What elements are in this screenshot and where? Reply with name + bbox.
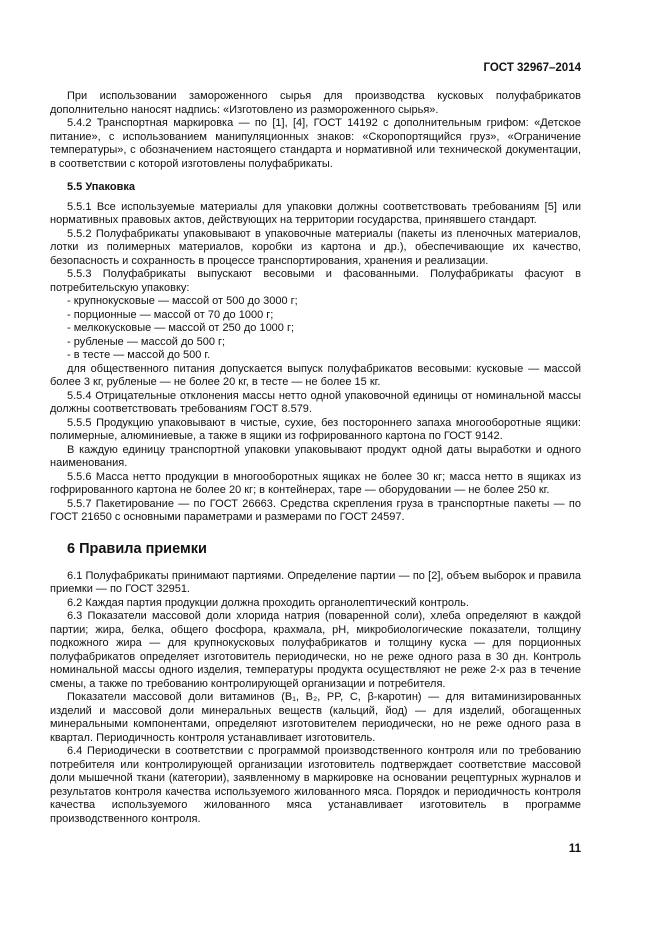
paragraph-6-3-vitamins: Показатели массовой доли витаминов (B₁, B₂, PP, C, β-каротин) — для витаминизированных изделий и массовой доли минеральных веществ (кальций, йод) — для изделий, обогащенных минеральными компонентами, определяют изготовителем периодически, но не реже одного раза в квартал. Периодичность контроля устанавливает изготовитель. — [50, 691, 581, 744]
page-content — [50, 62, 581, 826]
paragraph-5-5-5-transport-unit: В каждую единицу транспортной упаковки упаковывают продукт одной даты выработки и одного наименования. — [50, 443, 581, 469]
heading-6-acceptance-rules: 6 Правила приемки — [67, 540, 207, 557]
paragraph-5-5-1: 5.5.1 Все используемые материалы для упаковки должны соответствовать требованиям [5] или нормативных правовых актов, действующих на территории государства, принявшего стандарт. — [50, 200, 581, 226]
paragraph-5-5-7: 5.5.7 Пакетирование — по ГОСТ 26663. Средства скрепления груза в транспортные пакеты — по ГОСТ 21650 с основными параметрами и размерами по ГОСТ 24597. — [50, 497, 581, 523]
paragraph-5-5-6: 5.5.6 Масса нетто продукции в многооборотных ящиках не более 30 кг; масса нетто в ящиках из гофрированного картона не более 20 кг; в контейнерах, таре — оборудовании — не более 250 кг. — [50, 470, 581, 496]
paragraph-5-5-3: 5.5.3 Полуфабрикаты выпускают весовыми и фасованными. Полуфабрикаты фасуют в потребительскую упаковку: — [50, 268, 581, 294]
heading-5-5-packaging: 5.5 Упаковка — [67, 181, 135, 193]
paragraph-5-4-2-transport-marking: 5.4.2 Транспортная маркировка — по [1], [4], ГОСТ 14192 с дополнительным грифом: «Детское питание», с использованием манипуляционных знаков: «Скоропортящийся груз», «Ограничение температуры», с обозначением настоящего стандарта и нормативной или технической документации, в соответствии с которой изготовлены полуфабрикаты. — [50, 117, 581, 170]
list-item-v-teste: - в тесте — массой до 500 г. — [67, 349, 211, 361]
page-number: 11 — [568, 843, 581, 855]
paragraph-6-2: 6.2 Каждая партия продукции должна проходить органолептический контроль. — [67, 596, 469, 609]
paragraph-5-5-5: 5.5.5 Продукцию упаковывают в чистые, сухие, без постороннего запаха многооборотные ящики: полимерные, алюминиевые, а также в ящики из гофрированного картона по ГОСТ 9142. — [50, 416, 581, 442]
list-item-portsionnye: - порционные — массой от 70 до 1000 г; — [67, 308, 274, 321]
list-item-melkokuskovye: - мелкокусковые — массой от 250 до 1000 г; — [67, 322, 295, 334]
paragraph-6-4: 6.4 Периодически в соответствии с программой производственного контроля или по требованию потребителя или контролирующей организации изготовитель подтверждает соответствие массовой доли мышечной ткани (категории), заявленному в маркировке на основании рецептурных журналов и результатов контроля качества используемого жилованного мяса. Порядок и периодичность контроля качества используемого жилованного мяса устанавливает изготовитель в программе производственного контроля. — [50, 745, 581, 825]
list-item-rublenye: - рубленые — массой до 500 г; — [67, 335, 226, 348]
running-header-standard-number: ГОСТ 32967–2014 — [483, 62, 581, 74]
paragraph-intro-frozen-raw: При использовании замороженного сырья для производства кусковых полуфабрикатов дополнительно наносят надпись: «Изготовлено из размороженного сырья». — [50, 90, 581, 116]
paragraph-5-5-2: 5.5.2 Полуфабрикаты упаковывают в упаковочные материалы (пакеты из пленочных материалов, лотки из полимерных материалов, коробки из картона и др.), обеспечивающие их качество, безопасность и сохранность в процессе транспортирования, хранения и реализации. — [50, 227, 581, 267]
paragraph-6-1: 6.1 Полуфабрикаты принимают партиями. Определение партии — по [2], объем выборок и правила приемки — по ГОСТ 32951. — [50, 569, 581, 595]
paragraph-5-5-3-catering: для общественного питания допускается выпуск полуфабрикатов весовыми: кусковые — массой более 3 кг, рубленые — не более 20 кг, в тесте — не более 15 кг. — [50, 362, 581, 388]
paragraph-5-5-4: 5.5.4 Отрицательные отклонения массы нетто одной упаковочной единицы от номинальной массы должны соответствовать требованиям ГОСТ 8.579. — [50, 389, 581, 415]
paragraph-6-3: 6.3 Показатели массовой доли хлорида натрия (поваренной соли), хлеба определяют в каждой партии; жира, белка, общего фосфора, крахмала, pH, микробиологические показатели, толщину подкожного жира — для крупнокусковых полуфабрикатов и толщину куска — для порционных полуфабрикатов определяет изготовитель периодически, но не реже одного раза в 30 дн. Контроль номинальной массы одного изделия, температуры продукта осуществляют не реже 2-х раз в течение смены, а также по требованию контролирующей организации и потребителя. — [50, 610, 581, 690]
list-item-krupnokuskovye: - крупнокусковые — массой от 500 до 3000 г; — [67, 295, 298, 307]
